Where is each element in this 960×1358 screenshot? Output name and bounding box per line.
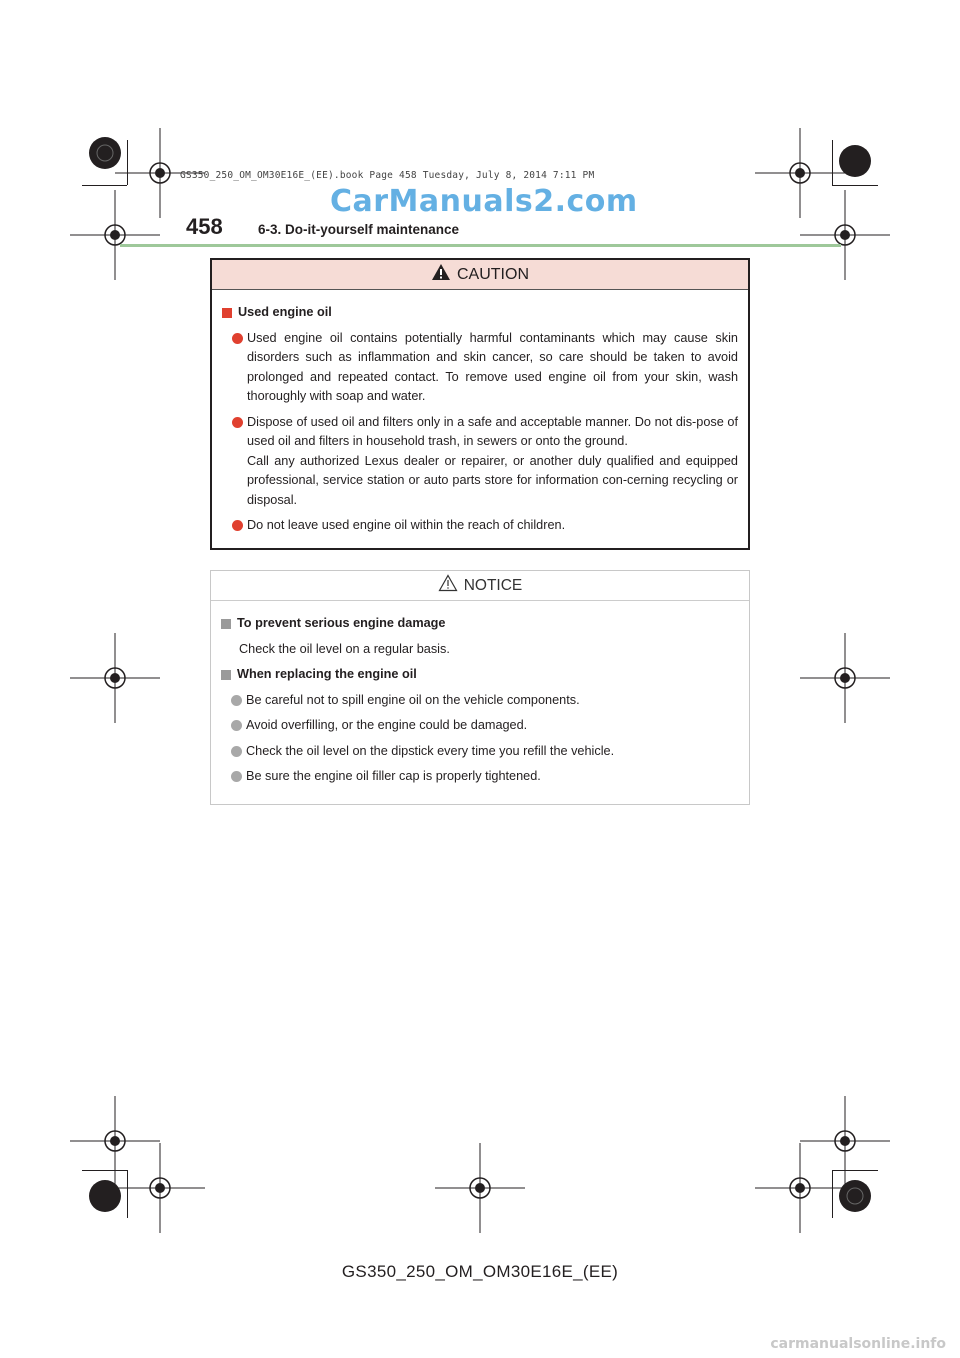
caution-box — [210, 258, 750, 550]
trim-line — [832, 1170, 833, 1218]
notice-triangle-icon — [438, 574, 458, 597]
bullet-dot-icon — [232, 417, 243, 428]
list-item: Avoid overfilling, or the engine could be damaged. — [229, 716, 739, 736]
caution-header — [212, 260, 748, 290]
square-bullet-icon — [221, 619, 231, 629]
page-number: 458 — [186, 214, 223, 239]
notice-box — [210, 570, 750, 805]
list-item: Dispose of used oil and filters only in a safe and acceptable manner. Do not dis-pose of used oil and filters in household trash, in sewers or onto the ground. Call any authorized Lexus dealer or repairer, or another duly qualified and equipped professional, service station or auto parts store for information con-cerning recycling or disposal. — [230, 413, 738, 511]
footer-source-watermark[interactable]: carmanualsonline.info — [770, 1336, 946, 1352]
bullet-dot-icon — [231, 720, 242, 731]
notice-title: NOTICE — [463, 576, 523, 594]
bullet-dot-icon — [232, 333, 243, 344]
trim-line — [127, 1170, 128, 1218]
square-bullet-icon — [222, 308, 232, 318]
registration-mark-icon — [435, 1143, 525, 1233]
trim-line — [82, 1170, 127, 1171]
caution-heading: Used engine oil — [220, 303, 738, 323]
bullet-dot-icon — [232, 520, 243, 531]
trim-line — [82, 185, 127, 186]
header-rule — [120, 244, 841, 247]
section-title: 6-3. Do-it-yourself maintenance — [258, 222, 460, 237]
trim-line — [832, 140, 833, 185]
print-info: GS350_250_OM_OM30E16E_(EE).book Page 458 Tuesday, July 8, 2014 7:11 PM — [180, 170, 595, 181]
list-item: Do not leave used engine oil within the reach of children. — [230, 516, 738, 536]
notice-header — [211, 571, 749, 601]
notice-text: Check the oil level on a regular basis. — [239, 641, 450, 656]
caution-title: CAUTION — [457, 265, 529, 283]
corner-target-icon — [87, 1178, 123, 1214]
trim-line — [127, 140, 128, 185]
notice-heading-2: When replacing the engine oil — [219, 665, 739, 685]
corner-target-icon — [87, 135, 123, 171]
notice-body — [211, 601, 749, 787]
list-item: Be careful not to spill engine oil on the vehicle components. — [229, 691, 739, 711]
registration-mark-icon — [800, 633, 890, 723]
registration-mark-icon — [115, 1143, 205, 1233]
notice-heading-1: To prevent serious engine damage — [219, 614, 739, 634]
list-item: Be sure the engine oil filler cap is properly tightened. — [229, 767, 739, 787]
registration-mark-icon — [70, 633, 160, 723]
warning-triangle-icon — [431, 263, 451, 286]
list-item: Check the oil level on the dipstick every time you refill the vehicle. — [229, 742, 739, 762]
watermark-logo[interactable]: CarManuals2.com — [330, 184, 638, 219]
bullet-dot-icon — [231, 746, 242, 757]
caution-body — [212, 290, 748, 536]
trim-line — [832, 1170, 878, 1171]
corner-target-icon — [837, 143, 873, 179]
bullet-dot-icon — [231, 695, 242, 706]
corner-target-icon — [837, 1178, 873, 1214]
list-item: Used engine oil contains potentially harmful contaminants which may cause skin disorders such as inflammation and skin cancer, so care should be taken to avoid prolonged and repeated contact. To remove used engine oil from your skin, wash thoroughly with soap and water. — [230, 329, 738, 407]
footer-model-code: GS350_250_OM_OM30E16E_(EE) — [341, 1262, 619, 1281]
square-bullet-icon — [221, 670, 231, 680]
trim-line — [832, 185, 878, 186]
bullet-dot-icon — [231, 771, 242, 782]
